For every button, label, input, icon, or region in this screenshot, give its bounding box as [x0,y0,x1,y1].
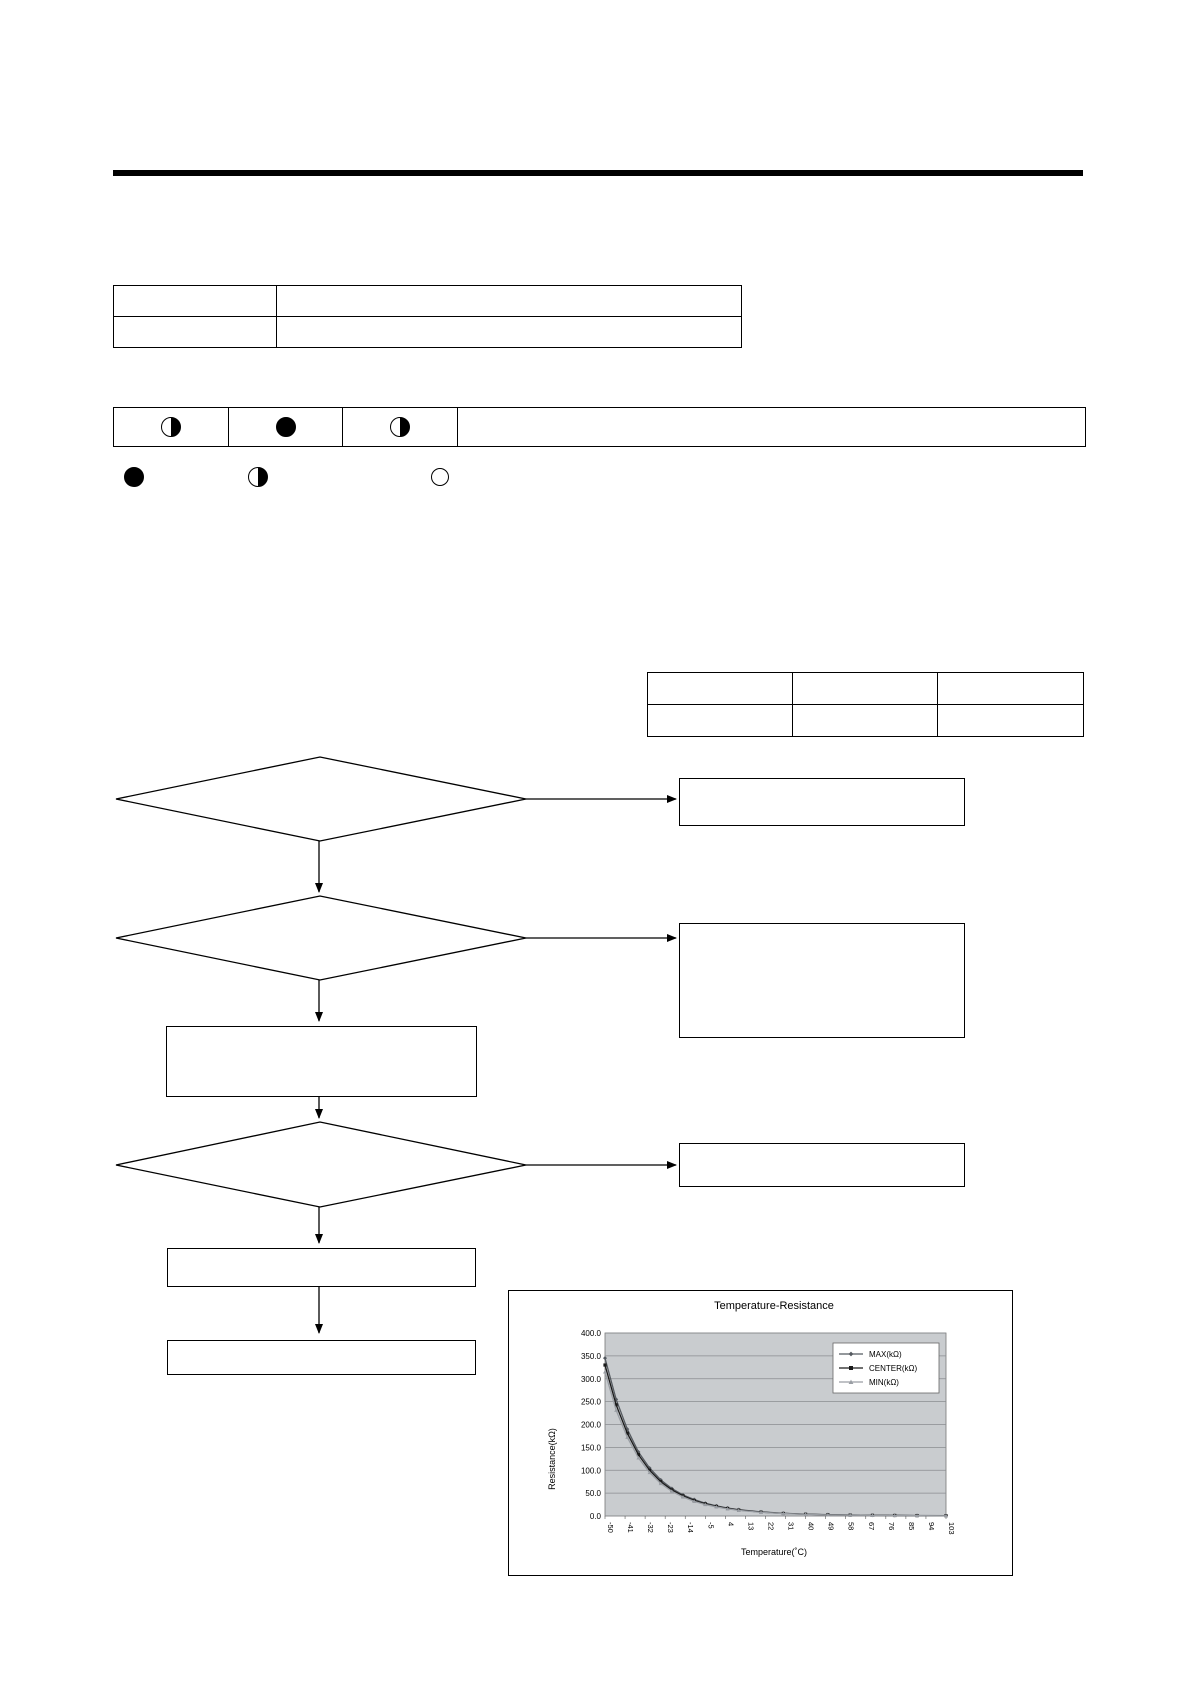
process-box-2 [167,1248,476,1287]
process-box-3 [167,1340,476,1375]
x-tick-label: -41 [626,1522,636,1533]
y-tick-label: 250.0 [580,1397,601,1407]
x-tick-label: 31 [786,1522,796,1531]
y-tick-label: 0.0 [589,1512,601,1521]
x-tick-label: -5 [706,1522,716,1529]
data-point [603,1363,606,1366]
y-tick-label: 50.0 [585,1489,601,1499]
result-box-1 [679,778,965,826]
temperature-resistance-chart [509,1291,1014,1577]
x-tick-label: 67 [866,1522,876,1531]
x-tick-label: -32 [646,1522,656,1533]
y-tick-label: 150.0 [580,1443,601,1453]
x-tick-label: 94 [926,1522,936,1531]
y-tick-label: 350.0 [580,1351,601,1361]
result-box-3 [679,1143,965,1187]
legend-label: CENTER(kΩ) [869,1364,918,1373]
x-tick-label: -23 [666,1522,676,1533]
x-tick-label: 40 [806,1522,816,1531]
x-tick-label: 76 [886,1522,896,1531]
x-axis-label: Temperature(˚C) [740,1547,808,1557]
decision-diamond-2 [116,896,526,980]
process-box-1 [166,1026,477,1097]
y-tick-label: 200.0 [580,1420,601,1430]
x-tick-label: 4 [726,1522,736,1527]
y-axis-label: Resistance(kΩ) [547,1428,557,1490]
x-tick-label: 13 [746,1522,756,1531]
x-tick-label: -14 [686,1522,696,1533]
x-tick-label: 49 [826,1522,836,1531]
y-tick-label: 100.0 [580,1466,601,1476]
legend-label: MAX(kΩ) [869,1350,902,1359]
x-tick-label: 85 [906,1522,916,1531]
x-tick-label: 58 [846,1522,856,1531]
y-tick-label: 400.0 [580,1329,601,1338]
result-box-2 [679,923,965,1038]
y-tick-label: 300.0 [580,1374,601,1384]
chart-frame [508,1290,1013,1576]
chart-title: Temperature-Resistance [714,1300,834,1312]
x-tick-label: 103 [947,1522,956,1535]
x-tick-label: 22 [766,1522,776,1531]
legend-label: MIN(kΩ) [869,1378,899,1387]
decision-diamond-3 [116,1122,526,1207]
x-tick-label: -50 [606,1522,615,1533]
legend-marker [849,1366,853,1370]
decision-diamond-1 [116,757,526,841]
